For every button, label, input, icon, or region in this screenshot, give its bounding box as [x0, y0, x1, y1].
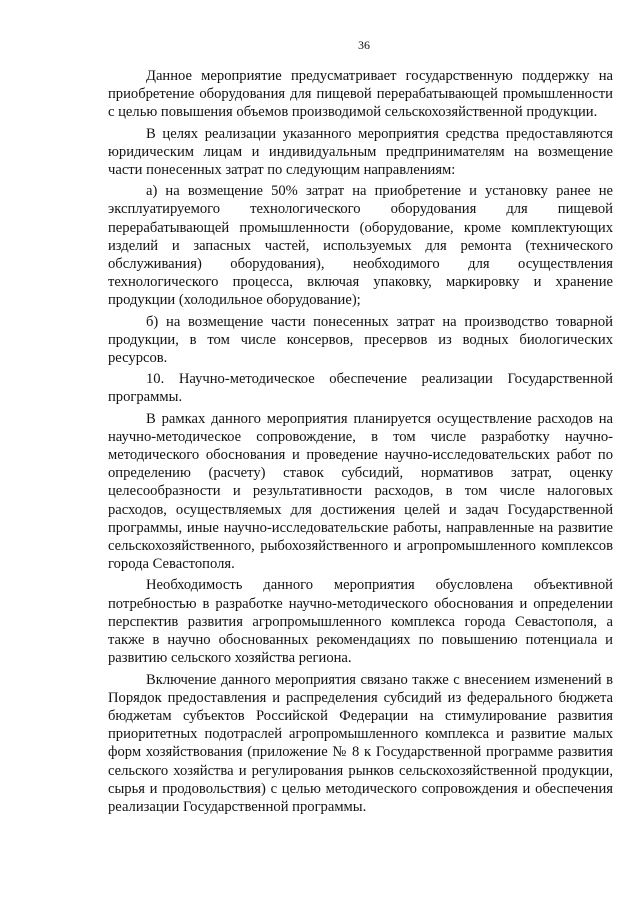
paragraph-item-b: б) на возмещение части понесенных затрат на производство товарной продукции, в том числе консервов, пресервов из водных биологических ресурсов.	[108, 313, 613, 367]
page-number: 36	[358, 38, 370, 52]
paragraph-item-a: а) на возмещение 50% затрат на приобретение и установку ранее не эксплуатируемого технологического оборудования для пищевой перерабатывающей промышленности (оборудование, кроме комплектующих изделий и запасных частей, используемых для ремонта (технического обслуживания) оборудования), необходимого для осуществления технологического процесса, включая упаковку, маркировку и хранение продукции (холодильное оборудование);	[108, 183, 613, 309]
paragraph-research-expenses: В рамках данного мероприятия планируется осуществление расходов на научно-методическое сопровождение, в том числе разработку научно-методического обоснования и проведение научно-исследовательских работ по определению (расчету) ставок субсидий, нормативов затрат, оценку целесообразности и результативности расходов, в том числе налоговых расходов, осуществляемых для достижения целей и задач Государственной программы, иные научно-исследовательские работы, направленные на развитие сельскохозяйственного, рыбохозяйственного и агропромышленного комплексов города Севастополя.	[108, 410, 613, 573]
document-body	[108, 67, 613, 816]
paragraph-equipment-support: Данное мероприятие предусматривает государственную поддержку на приобретение оборудования для пищевой перерабатывающей промышленности с целью повышения объемов производимой сельскохозяйственной продукции.	[108, 68, 613, 121]
paragraph-funding-directions: В целях реализации указанного мероприятия средства предоставляются юридическим лицам и индивидуальным предпринимателям на возмещение части понесенных затрат по следующим направлениям:	[108, 125, 613, 179]
section-heading-10: 10. Научно-методическое обеспечение реализации Государственной программы.	[108, 371, 613, 406]
paragraph-inclusion: Включение данного мероприятия связано также с внесением изменений в Порядок предоставления и распределения субсидий из федерального бюджета бюджетам субъектов Российской Федерации на стимулирование развития приоритетных подотраслей агропромышленного комплекса и развитие малых форм хозяйствования (приложение № 8 к Государственной программе развития сельского хозяйства и регулирования рынков сельскохозяйственной продукции, сырья и продовольствия) с целью методического сопровождения и обеспечения реализации Государственной программы.	[108, 671, 613, 815]
paragraph-necessity: Необходимость данного мероприятия обусловлена объективной потребностью в разработке научно-методического обоснования и определении перспектив развития агропромышленного комплекса города Севастополя, а также в научно обоснованных рекомендациях по повышению потенциала и развитию сельского хозяйства региона.	[108, 577, 613, 667]
